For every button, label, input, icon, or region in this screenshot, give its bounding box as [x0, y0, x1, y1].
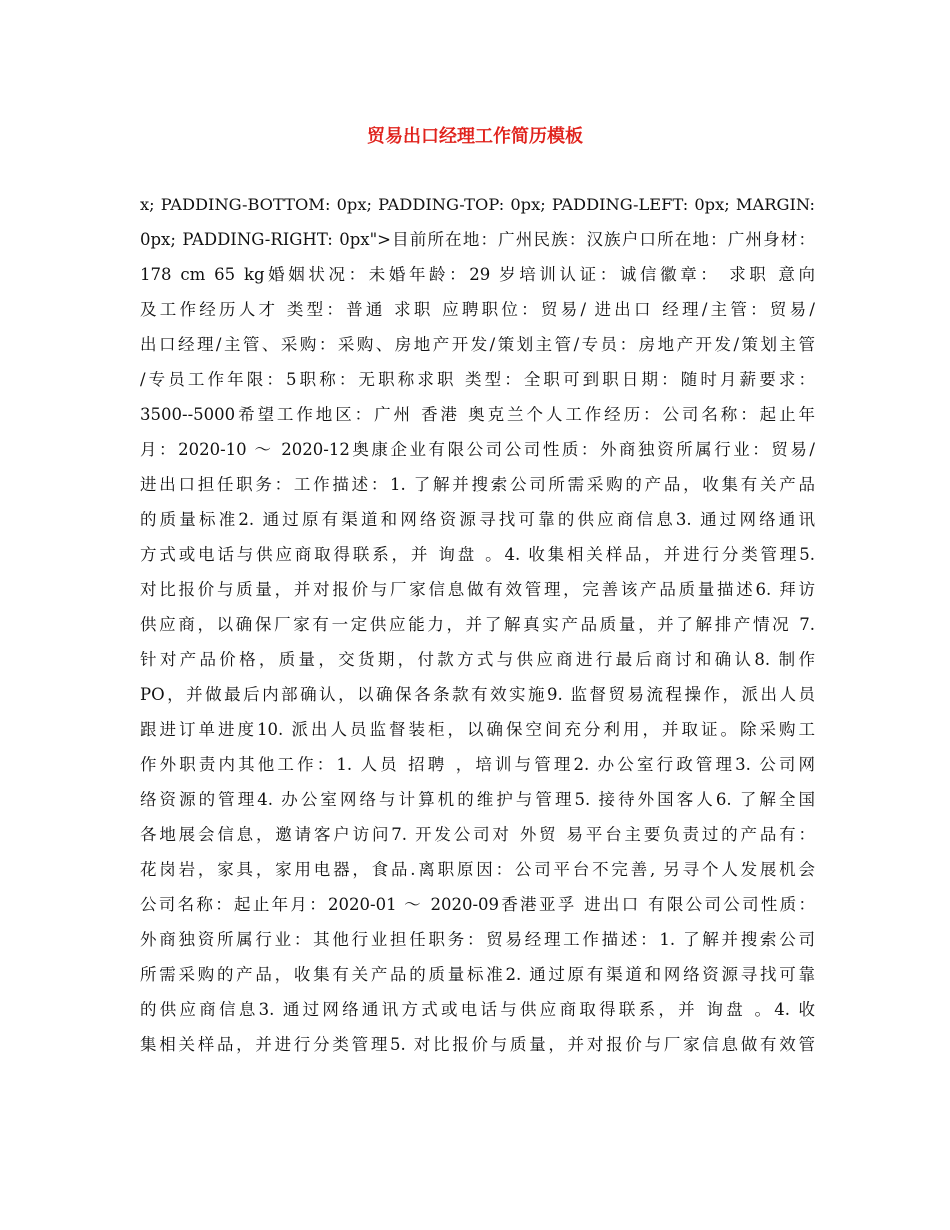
body-line: 进出口担任职务：工作描述：1. 了解并搜索公司所需采购的产品，收集有关产品: [140, 475, 815, 494]
body-line: 及工作经历人才 类型：普通 求职 应聘职位：贸易/ 进出口 经理/主管：贸易/: [140, 300, 815, 319]
body-line: PO，并做最后内部确认，以确保各条款有效实施9. 监督贸易流程操作，派出人员: [140, 685, 815, 704]
body-line: 0px; PADDING-RIGHT: 0px">目前所在地：广州民族：汉族户口所在地：广州身材：: [140, 230, 815, 249]
body-line: /专员工作年限：5职称：无职称求职 类型：全职可到职日期：随时月薪要求：: [140, 370, 815, 389]
body-line: 各地展会信息，邀请客户访问7. 开发公司对 外贸 易平台主要负责过的产品有：: [140, 825, 815, 844]
body-line: 所需采购的产品，收集有关产品的质量标准2. 通过原有渠道和网络资源寻找可靠: [140, 965, 815, 984]
body-line: 出口经理/主管、采购：采购、房地产开发/策划主管/专员：房地产开发/策划主管: [140, 335, 815, 354]
body-line: 集相关样品，并进行分类管理5. 对比报价与质量，并对报价与厂家信息做有效管: [140, 1035, 815, 1054]
body-line: 外商独资所属行业：其他行业担任职务：贸易经理工作描述：1. 了解并搜索公司: [140, 930, 815, 949]
body-line: 公司名称：起止年月：2020-01 ～ 2020-09香港亚孚 进出口 有限公司公司性质：: [140, 895, 815, 914]
body-line: 络资源的管理4. 办公室网络与计算机的维护与管理5. 接待外国客人6. 了解全国: [140, 790, 815, 809]
document-title: 贸易出口经理工作简历模板: [367, 126, 583, 147]
body-line: 跟进订单进度10. 派出人员监督装柜，以确保空间充分利用，并取证。除采购工: [140, 720, 815, 739]
body-line: 178 cm 65 kg婚姻状况：未婚年龄：29 岁培训认证：诚信徽章： 求职 意向: [140, 265, 815, 284]
body-line: 月：2020-10 ～ 2020-12奥康企业有限公司公司性质：外商独资所属行业：贸易/: [140, 440, 815, 459]
document-body: [140, 192, 815, 1067]
body-line: 方式或电话与供应商取得联系，并 询盘 。4. 收集相关样品，并进行分类管理5.: [140, 545, 815, 564]
body-line: 针对产品价格，质量，交货期，付款方式与供应商进行最后商讨和确认8. 制作: [140, 650, 815, 669]
body-line: x; PADDING-BOTTOM: 0px; PADDING-TOP: 0px; PADDING-LEFT: 0px; MARGIN:: [140, 195, 815, 214]
body-line: 对比报价与质量，并对报价与厂家信息做有效管理，完善该产品质量描述6. 拜访: [140, 580, 815, 599]
body-line: 作外职责内其他工作：1. 人员 招聘 ，培训与管理2. 办公室行政管理3. 公司网: [140, 755, 815, 774]
body-line: 的质量标准2. 通过原有渠道和网络资源寻找可靠的供应商信息3. 通过网络通讯: [140, 510, 815, 529]
body-line: 的供应商信息3. 通过网络通讯方式或电话与供应商取得联系，并 询盘 。4. 收: [140, 1000, 815, 1019]
body-line: 3500--5000希望工作地区：广州 香港 奥克兰个人工作经历：公司名称：起止年: [140, 405, 815, 424]
body-line: 供应商，以确保厂家有一定供应能力，并了解真实产品质量，并了解排产情况 7.: [140, 615, 815, 634]
body-line: 花岗岩，家具，家用电器，食品.离职原因：公司平台不完善, 另寻个人发展机会: [140, 860, 815, 879]
